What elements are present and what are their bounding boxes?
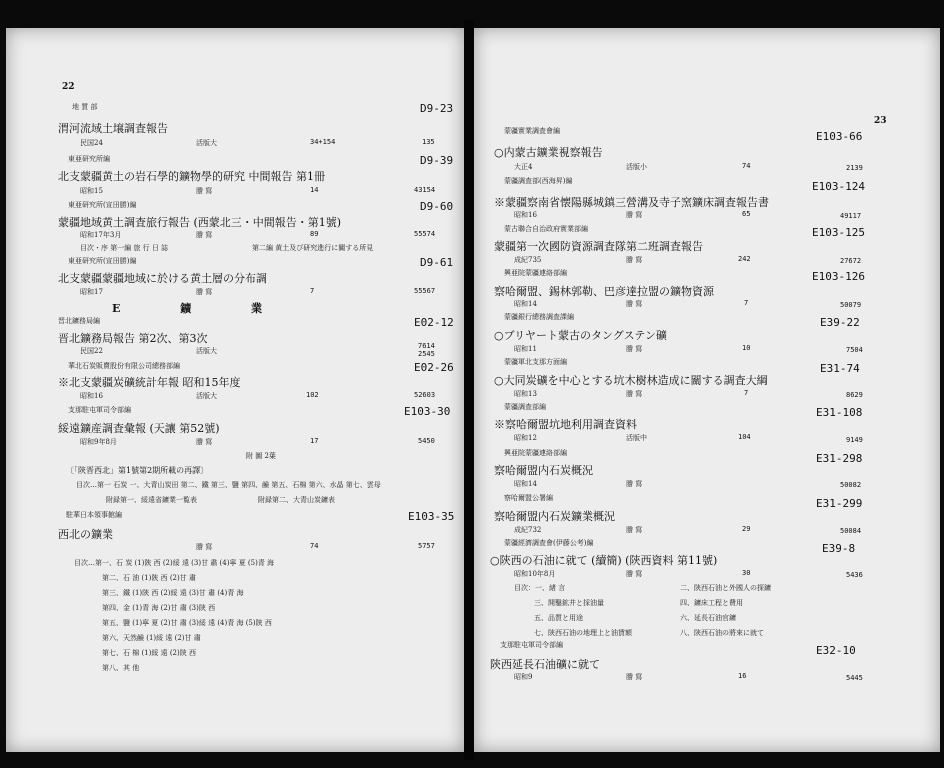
left-line: 34+154: [310, 138, 336, 146]
left-line: D9-39: [420, 154, 454, 167]
right-line: 蒙古聯合自治政府實業部編: [504, 225, 588, 233]
left-line: 89: [310, 230, 319, 238]
right-line: 50084: [840, 527, 862, 535]
right-line: 察哈爾盟内石炭鑛業概況: [494, 510, 615, 523]
book-gutter: [464, 20, 474, 760]
right-line: E31-74: [820, 362, 860, 375]
right-line: 242: [738, 255, 751, 263]
right-line: 察哈爾盟内石炭概況: [494, 464, 593, 477]
left-line: 第四、金 (1)青 海 (2)甘 肅 (3)陝 西: [102, 604, 216, 612]
right-line: 5445: [846, 674, 863, 682]
left-line: 7: [310, 287, 315, 295]
left-line: 民国22: [80, 347, 103, 355]
left-page: [6, 28, 464, 752]
left-line: 活版大: [196, 347, 217, 355]
left-line: 活版大: [196, 139, 217, 147]
right-line: 蒙疆實業調査會編: [504, 127, 560, 135]
right-line: 蒙疆經濟調査會(伊藤公考)編: [504, 539, 594, 547]
left-line: E103-30: [404, 405, 451, 418]
right-line: 謄 寫: [626, 480, 643, 488]
left-line: 14: [310, 186, 319, 194]
left-line: 昭和9年8月: [80, 438, 117, 446]
left-line: 135: [422, 138, 435, 146]
right-line: 蒙疆調査部編: [504, 403, 546, 411]
right-line: ○ブリヤート蒙古のタングステン礦: [494, 329, 667, 342]
left-line: E 鑛 業: [112, 302, 291, 315]
right-line: 成紀735: [514, 256, 542, 264]
right-line: 察哈爾盟公署編: [504, 494, 553, 502]
right-line: 蒙疆第一次國防資源調査隊第二班調査報告: [494, 240, 703, 253]
right-line: 興亜院蒙疆連絡部編: [504, 269, 567, 277]
left-line: 蒙疆地域黄土調査旅行報告 (西蒙北三・中間報告・第1號): [58, 216, 342, 229]
right-line: E31-298: [816, 452, 863, 465]
left-line: 74: [310, 542, 319, 550]
left-line: 東亜研究所(宣田勝)編: [68, 257, 137, 265]
left-line: 渭河流域土壌調査報告: [58, 122, 168, 135]
right-line: ※蒙疆察南省懐陽縣城鎮三營溝及寺子窯鑛床調査報告書: [494, 196, 769, 209]
left-line: 55567: [414, 287, 436, 295]
left-line: 東亜研究所編: [68, 155, 110, 163]
right-line: 支那駐屯軍司令部編: [500, 641, 563, 649]
right-line: 謄 寫: [626, 570, 643, 578]
left-line: 昭和17: [80, 288, 103, 296]
right-line: 謄 寫: [626, 256, 643, 264]
right-line: 8629: [846, 391, 863, 399]
right-line: 活版小: [626, 163, 647, 171]
right-line: 昭和14: [514, 480, 537, 488]
right-line: E103-124: [812, 180, 865, 193]
left-line: 第八、其 他: [102, 664, 140, 672]
right-line: E39-22: [820, 316, 860, 329]
left-line: E103-35: [408, 510, 455, 523]
right-line: 謄 寫: [626, 390, 643, 398]
left-line: E02-12: [414, 316, 454, 329]
left-line: D9-60: [420, 200, 454, 213]
left-line: 102: [306, 391, 319, 399]
right-line: ※察哈爾盟坑地利用調査資料: [494, 418, 637, 431]
right-line: 活版中: [626, 434, 647, 442]
right-line: E31-108: [816, 406, 863, 419]
left-line: 北支蒙疆蒙疆地域に於ける黄土層の分布調: [58, 272, 267, 285]
left-line: 附 圖 2葉: [246, 452, 276, 460]
left-line: 綏遠鑛産調査彙報 (天讓 第52號): [58, 422, 220, 435]
right-line: 30: [742, 569, 751, 577]
left-line: 謄 寫: [196, 288, 213, 296]
right-line: 昭和9: [514, 673, 533, 681]
left-line: 活版大: [196, 392, 217, 400]
right-line: 成紀732: [514, 526, 542, 534]
left-line: 昭和16: [80, 392, 103, 400]
right-line: 10: [742, 344, 751, 352]
right-line: 八、陝西石油の將來に就て: [680, 629, 764, 637]
left-line: 謄 寫: [196, 438, 213, 446]
right-line: 謄 寫: [626, 300, 643, 308]
right-line: ○大同炭礦を中心とする坑木樹林造成に關する調査大綱: [494, 374, 768, 387]
left-line: 地 質 部: [72, 103, 98, 111]
right-line: 察哈爾盟、錫林郭勒、巴彦達拉盟の鑛物資源: [494, 285, 714, 298]
right-line: E103-125: [812, 226, 865, 239]
right-line: 興亜院蒙疆連絡部編: [504, 449, 567, 457]
left-line: 西北の鑛業: [58, 528, 113, 541]
right-line: 49117: [840, 212, 862, 220]
left-line: 5450: [418, 437, 435, 445]
left-line: 第二、石 油 (1)陝 西 (2)甘 肅: [102, 574, 196, 582]
left-line: 附録第一、綏遠省鑛業一覧表: [106, 496, 197, 504]
right-line: 27672: [840, 257, 862, 265]
right-line: 5436: [846, 571, 863, 579]
left-line: 2545: [418, 350, 435, 358]
right-line: ○陝西の石油に就て (續簡) (陝西資料 第11號): [490, 554, 718, 567]
left-line: 〔「陝晋西北」第1號第2期所載の再譯〕: [66, 466, 209, 475]
left-line: D9-61: [420, 256, 454, 269]
right-line: 蒙疆調査部(西海昇)編: [504, 177, 573, 185]
right-line: 六、延長石油官鑛: [680, 614, 736, 622]
left-line: 目次…第一、石 炭 (1)陝 西 (2)綏 遠 (3)甘 肅 (4)寧 夏 (5)青 海: [74, 559, 275, 567]
right-line: 四、鑛床工程と費用: [680, 599, 743, 607]
right-line: 三、開鑿鉱井と採油量: [534, 599, 604, 607]
right-page-number: 23: [874, 116, 887, 126]
right-line: E103-66: [816, 130, 863, 143]
right-line: 昭和13: [514, 390, 537, 398]
right-line: 謄 寫: [626, 211, 643, 219]
right-line: 目次：一、緒 言: [514, 584, 566, 592]
right-line: E32-10: [816, 644, 856, 657]
right-line: E31-299: [816, 497, 863, 510]
right-line: 七、陝西石油の地理上と油賃額: [534, 629, 632, 637]
left-line: 17: [310, 437, 319, 445]
right-line: 7: [744, 389, 749, 397]
right-line: 2139: [846, 164, 863, 172]
right-line: 五、品質と用途: [534, 614, 583, 622]
left-line: 晋北鑛務局編: [58, 317, 100, 325]
left-line: 東亜研究所(宣田勝)編: [68, 201, 137, 209]
right-line: 謄 寫: [626, 673, 643, 681]
right-line: 昭和14: [514, 300, 537, 308]
left-line: 43154: [414, 186, 436, 194]
left-line: 第七、石 棉 (1)綏 遠 (2)陝 西: [102, 649, 196, 657]
left-line: 52603: [414, 391, 436, 399]
right-line: 104: [738, 433, 751, 441]
right-line: 65: [742, 210, 751, 218]
right-line: 大正4: [514, 163, 533, 171]
left-page-number: 22: [62, 82, 75, 92]
right-line: 7504: [846, 346, 863, 354]
left-line: 第六、天然鹼 (1)綏 遠 (2)甘 肅: [102, 634, 201, 642]
right-line: 16: [738, 672, 747, 680]
right-line: 29: [742, 525, 751, 533]
left-line: ※北支蒙疆炭礦統計年報 昭和15年度: [58, 376, 241, 389]
right-line: 9149: [846, 436, 863, 444]
left-line: 第二編 黄土及び研究進行に關する所見: [252, 244, 374, 252]
left-line: 7614: [418, 342, 435, 350]
right-line: 昭和11: [514, 345, 537, 353]
left-line: 目次・序 第一編 旅 行 日 誌: [80, 244, 169, 252]
left-line: 民国24: [80, 139, 103, 147]
right-line: E39-8: [822, 542, 856, 555]
right-line: 昭和16: [514, 211, 537, 219]
left-line: 目次…第一 石炭 一、大青山炭田 第二、鐵 第三、鹽 第四、鹼 第五、石棉 第六、水晶 第七、雲母: [76, 481, 381, 489]
left-line: 謄 寫: [196, 231, 213, 239]
left-line: D9-23: [420, 102, 454, 115]
right-line: 蒙疆銀行總務調査課編: [504, 313, 574, 321]
left-line: 謄 寫: [196, 187, 213, 195]
right-line: 陝西延長石油礦に就て: [490, 658, 600, 671]
left-line: 55574: [414, 230, 436, 238]
right-line: 7: [744, 299, 749, 307]
left-line: 附録第二、大青山炭鑛表: [258, 496, 335, 504]
left-line: 支那駐屯軍司令部編: [68, 406, 131, 414]
right-line: 50079: [840, 301, 862, 309]
left-line: 第三、鐵 (1)陝 西 (2)綏 遠 (3)甘 肅 (4)青 海: [102, 589, 244, 597]
right-line: 74: [742, 162, 751, 170]
left-line: 北支蒙疆黄土の岩石學的鑛物學的研究 中間報告 第1冊: [58, 170, 325, 183]
right-line: 二、陝西石油と外國人の探鑛: [680, 584, 771, 592]
left-line: 第五、鹽 (1)寧 夏 (2)甘 肅 (3)綏 遠 (4)青 海 (5)陝 西: [102, 619, 272, 627]
right-line: 蒙疆軍北支那方面編: [504, 358, 567, 366]
right-line: 昭和12: [514, 434, 537, 442]
right-line: 謄 寫: [626, 526, 643, 534]
right-line: ○内蒙古鑛業視察報告: [494, 146, 603, 159]
left-line: 謄 寫: [196, 543, 213, 551]
right-line: E103-126: [812, 270, 865, 283]
left-line: 昭和15: [80, 187, 103, 195]
left-line: E02-26: [414, 361, 454, 374]
left-line: 駐華日本領事館編: [66, 511, 122, 519]
right-line: 昭和10年8月: [514, 570, 556, 578]
right-line: 50082: [840, 481, 862, 489]
left-line: 華北石炭販賣股份有限公司總務部編: [68, 362, 180, 370]
left-line: 5757: [418, 542, 435, 550]
right-line: 謄 寫: [626, 345, 643, 353]
left-line: 晋北鑛務局報告 第2次、第3次: [58, 332, 208, 345]
left-line: 昭和17年3月: [80, 231, 122, 239]
